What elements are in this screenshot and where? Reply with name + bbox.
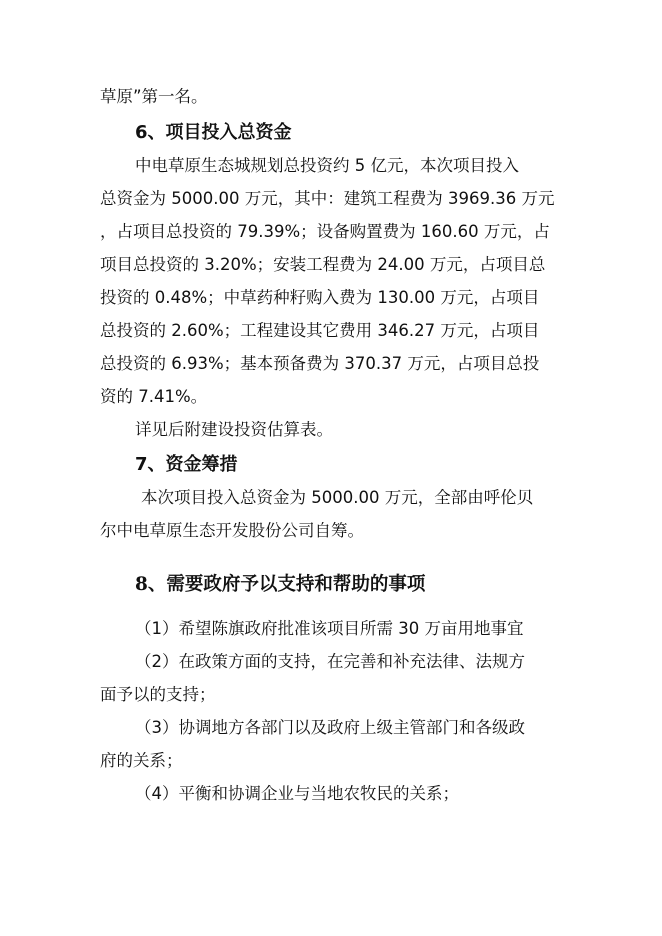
section-heading-funding: 7、资金筹措 — [135, 454, 238, 475]
list-item: （4）平衡和协调企业与当地农牧民的关系； — [135, 784, 459, 803]
paragraph-line: 总投资的 2.60%；工程建设其它费用 346.27 万元，占项目 — [100, 321, 540, 340]
reference-note: 详见后附建设投资估算表。 — [135, 420, 333, 439]
paragraph-line: ，占项目总投资的 79.39%；设备购置费为 160.60 万元，占 — [100, 222, 550, 241]
paragraph-line: 总投资的 6.93%；基本预备费为 370.37 万元，占项目总投 — [100, 354, 540, 373]
list-item: （3）协调地方各部门以及政府上级主管部门和各级政 — [135, 718, 525, 737]
list-item-continuation: 府的关系； — [100, 751, 183, 770]
section-heading-total-investment: 6、项目投入总资金 — [135, 122, 292, 143]
list-item: （1）希望陈旗政府批准该项目所需 30 万亩用地事宜 — [135, 619, 524, 638]
paragraph-line: 总资金为 5000.00 万元，其中：建筑工程费为 3969.36 万元 — [100, 189, 555, 208]
list-item-continuation: 面予以的支持； — [100, 685, 216, 704]
list-item: （2）在政策方面的支持，在完善和补充法律、法规方 — [135, 652, 525, 671]
section-heading-government-support: 8、需要政府予以支持和帮助的事项 — [135, 574, 426, 595]
continued-paragraph-line: 草原”第一名。 — [100, 87, 208, 106]
paragraph-line: 投资的 0.48%；中草药种籽购入费为 130.00 万元，占项目 — [100, 288, 540, 307]
paragraph-line: 尔中电草原生态开发股份公司自筹。 — [100, 521, 364, 540]
paragraph-line: 中电草原生态城规划总投资约 5 亿元，本次项目投入 — [135, 156, 519, 175]
paragraph-line: 本次项目投入总资金为 5000.00 万元，全部由呼伦贝 — [141, 488, 534, 507]
paragraph-line: 资的 7.41%。 — [100, 387, 208, 406]
paragraph-line: 项目总投资的 3.20%；安装工程费为 24.00 万元，占项目总 — [100, 255, 546, 274]
